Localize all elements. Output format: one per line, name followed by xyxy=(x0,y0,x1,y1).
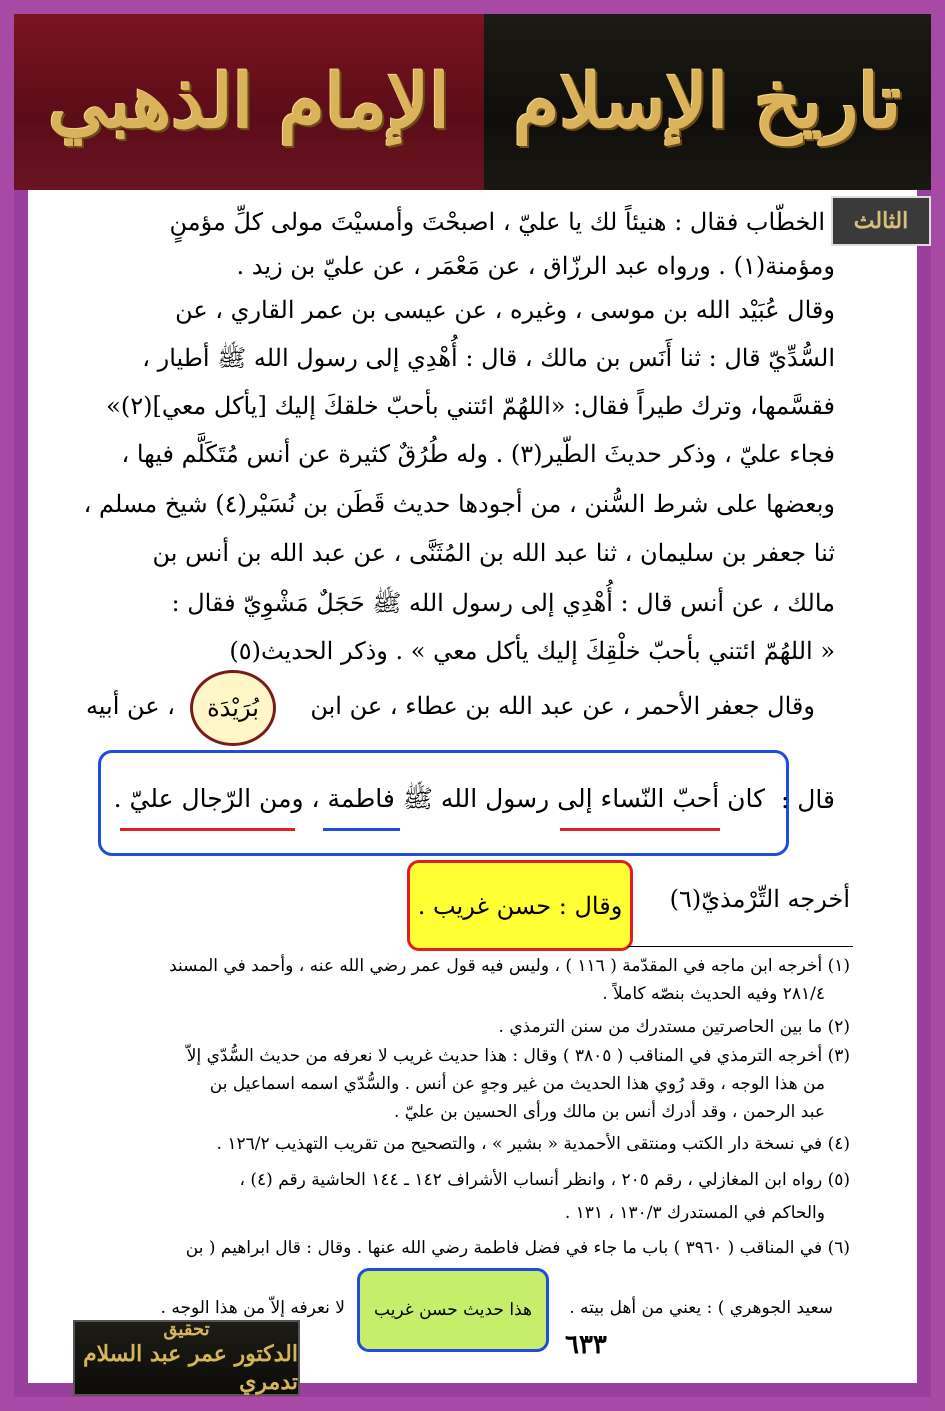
footnote-line-8: (٥) رواه ابن المغازلي ، رقم ٢٠٥ ، وانظر أنساب الأشراف ١٤٢ ـ ١٤٤ الحاشية رقم (٤) ، xyxy=(239,1170,850,1190)
hadith-quote-text: كان أحبّ النّساء إلى رسول الله ﷺ فاطمة ، ومن الرّجال عليّ . xyxy=(113,784,765,813)
body-line-1: الخطّاب فقال : هنيئاً لك يا عليّ ، اصبحْتَ وأمسيْتَ مولى كلِّ مؤمنٍ xyxy=(169,208,825,236)
hasan-gharib-footnote-box xyxy=(357,1268,549,1352)
banner-author-title: الإمام الذهبي xyxy=(48,59,450,145)
footnote-line-12: لا نعرفه إلاّ من هذا الوجه . xyxy=(160,1298,345,1318)
underline-fatima xyxy=(323,828,400,831)
footnote-line-6: عبد الرحمن ، وقد أدرك أنس بن مالك ورأى الحسين بن عليّ . xyxy=(393,1102,825,1122)
footnote-line-3: (٢) ما بين الحاصرتين مستدرك من سنن الترمذي . xyxy=(498,1017,850,1037)
footnote-line-10: (٦) في المناقب ( ٣٩٦٠ ) باب ما جاء في فضل فاطمة رضي الله عنها . وقال : قال ابراهيم ( بن xyxy=(185,1238,850,1258)
body-line-10: « اللهُمّ ائتني بأحبّ خلْقِكَ إليك يأكل معي » . وذكر الحديث(٥) xyxy=(229,637,835,665)
qala-label: قال : xyxy=(780,785,835,814)
footnote-line-4: (٣) أخرجه الترمذي في المناقب ( ٣٨٠٥ ) وقال : هذا حديث غريب لا نعرفه من حديث السُّدّي إلاّ xyxy=(186,1046,850,1066)
body-line-7: وبعضها على شرط السُّنن ، من أجودها حديث قَطَن بن نُسَيْر(٤) شيخ مسلم ، xyxy=(83,490,835,518)
signature-line-1: تحقيق xyxy=(163,1319,210,1340)
page-number: ٦٣٣ xyxy=(565,1330,607,1360)
hasan-gharib-box xyxy=(407,860,633,951)
hasan-gharib-footnote-text: هذا حديث حسن غريب xyxy=(374,1300,532,1320)
footnote-line-7: (٤) في نسخة دار الكتب ومنتقى الأحمدية « بشير » ، والتصحيح من تقريب التهذيب ١٢٦/٢ . xyxy=(216,1134,850,1154)
banner-book xyxy=(484,14,931,190)
footnote-line-11: سعيد الجوهري ) : يعني من أهل بيته . xyxy=(569,1298,833,1318)
body-line-2: ومؤمنة(١) . ورواه عبد الرزّاق ، عن مَعْمَر ، عن عليّ بن زيد . xyxy=(236,252,835,280)
body-line-9: مالك ، عن أنس قال : أُهْدِي إلى رسول الله ﷺ حَجَلٌ مَشْوِيّ فقال : xyxy=(171,589,835,617)
editor-signature xyxy=(73,1320,300,1396)
body-line-3: وقال عُبَيْد الله بن موسى ، وغيره ، عن عيسى بن عمر القاري ، عن xyxy=(175,296,835,324)
footnote-line-9: والحاكم في المستدرك ١٣٠/٣ ، ١٣١ . xyxy=(564,1203,825,1223)
body-line-6: فجاء عليّ ، وذكر حديثَ الطّير(٣) . وله طُرُقٌ كثيرة عن أنس مُتَكَلَّم فيها ، xyxy=(121,440,835,468)
volume-badge-label: الثالث xyxy=(853,208,909,234)
footnote-divider xyxy=(628,946,853,947)
underline-ali xyxy=(120,828,295,831)
body-line-12: ، عن أبيه xyxy=(85,692,175,720)
body-line-11: وقال جعفر الأحمر ، عن عبد الله بن عطاء ، عن ابن xyxy=(310,692,815,720)
body-line-5: فقسَّمها، وترك طيراً فقال: «اللهُمّ ائتني بأحبّ خلقكَ إليك [يأكل معي](٢)» xyxy=(106,392,835,420)
signature-line-2: الدكتور عمر عبد السلام تدمري xyxy=(83,1341,298,1395)
body-line-8: ثنا جعفر بن سليمان ، ثنا عبد الله بن المُثَنَّى ، عن عبد الله بن أنس بن xyxy=(152,539,835,567)
footnote-line-5: من هذا الوجه ، وقد رُوي هذا الحديث من غير وجهٍ عن أنس . والسُّدّي اسمه اسماعيل بن xyxy=(209,1074,825,1094)
banner-book-title: تاريخ الإسلام xyxy=(513,59,902,145)
tirmidhi-label: أخرجه التِّرْمذيّ(٦) xyxy=(669,885,850,913)
hasan-gharib-text: وقال : حسن غريب . xyxy=(417,891,623,920)
body-line-4: السُّدِّيّ قال : ثنا أَنَس بن مالك ، قال : أُهْدِي إلى رسول الله ﷺ أطيار ، xyxy=(142,344,835,372)
banner-author xyxy=(14,14,484,190)
footnote-line-1: (١) أخرجه ابن ماجه في المقدّمة ( ١١٦ ) ، وليس فيه قول عمر رضي الله عنه ، وأحمد في المسند xyxy=(169,956,850,976)
buraida-highlight: بُرَيْدَة xyxy=(190,670,276,746)
volume-badge xyxy=(831,196,931,246)
footnote-line-2: ٢٨١/٤ وفيه الحديث بنصّه كاملاً . xyxy=(602,984,825,1004)
underline-women xyxy=(560,828,720,831)
